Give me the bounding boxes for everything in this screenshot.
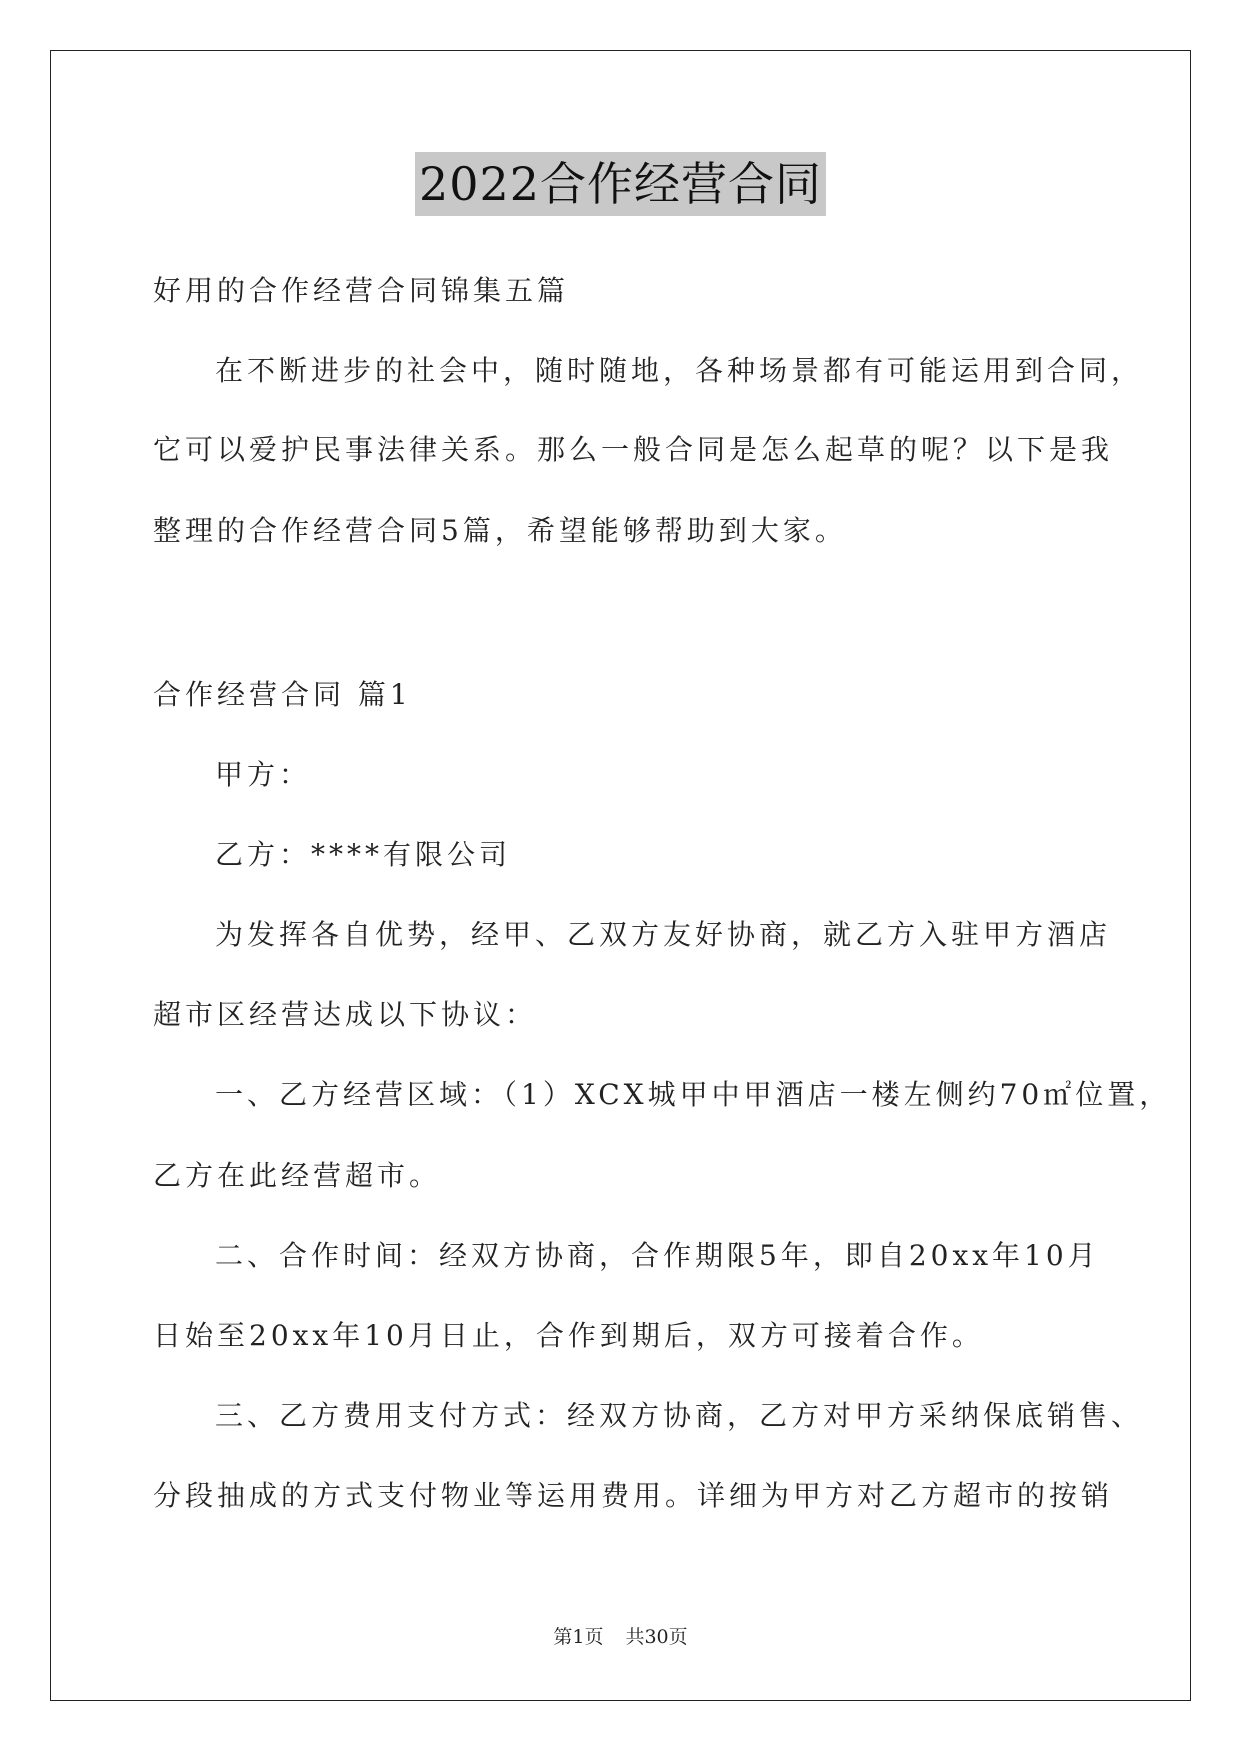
- paragraph-line: 甲方：: [215, 758, 312, 791]
- page-number-total: 共30页: [625, 1626, 688, 1648]
- section-heading: 合作经营合同 篇1: [153, 678, 412, 711]
- paragraph-line: 超市区经营达成以下协议：: [153, 998, 538, 1031]
- paragraph-line: 一、乙方经营区域：（1）XCX城甲中甲酒店一楼左侧约70㎡位置，: [215, 1078, 1172, 1111]
- document-title: 2022合作经营合同: [415, 152, 826, 216]
- paragraph-line: 日始至20xx年10月日止，合作到期后，双方可接着合作。: [153, 1319, 984, 1352]
- paragraph-line: 三、乙方费用支付方式：经双方协商，乙方对甲方采纳保底销售、: [215, 1399, 1144, 1432]
- page-footer: [0, 1625, 1241, 1649]
- paragraph-line: 为发挥各自优势，经甲、乙双方友好协商，就乙方入驻甲方酒店: [215, 918, 1112, 951]
- page-number-current: 第1页: [553, 1626, 604, 1648]
- paragraph-line: 二、合作时间：经双方协商，合作期限5年，即自20xx年10月: [215, 1239, 1100, 1272]
- paragraph-line: 乙方在此经营超市。: [153, 1159, 442, 1192]
- paragraph-line: 整理的合作经营合同5篇，希望能够帮助到大家。: [153, 514, 847, 547]
- paragraph-line: 分段抽成的方式支付物业等运用费用。详细为甲方对乙方超市的按销: [153, 1479, 1114, 1512]
- subtitle-line: 好用的合作经营合同锦集五篇: [153, 274, 570, 307]
- paragraph-line: 在不断进步的社会中，随时随地，各种场景都有可能运用到合同，: [215, 354, 1144, 387]
- paragraph-line: 乙方：****有限公司: [215, 838, 512, 871]
- paragraph-line: 它可以爱护民事法律关系。那么一般合同是怎么起草的呢？以下是我: [153, 433, 1114, 466]
- title-container: [0, 152, 1241, 216]
